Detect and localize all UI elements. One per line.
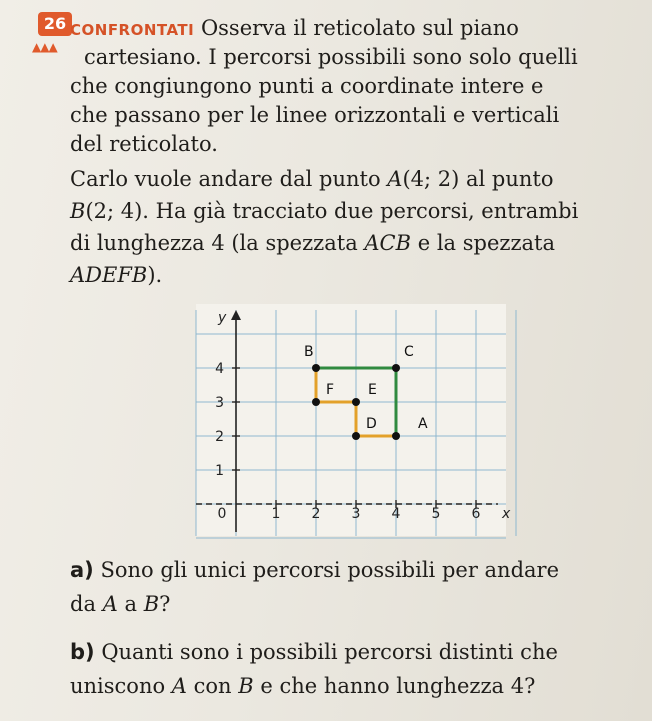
path-adefb-ref: ADEFB — [70, 263, 148, 287]
question-b-line-2 — [70, 672, 535, 700]
para2-text: . Ha già tracciato due percorsi, entrambi — [142, 199, 579, 223]
path-acb-ref: ACB — [364, 231, 412, 255]
difficulty-triangles-icon: ▲▲▲ — [32, 40, 57, 54]
para2-line-3 — [70, 229, 555, 257]
para2-line-2 — [70, 197, 578, 225]
para2-text: e la spezzata — [411, 231, 556, 255]
y-tick-label: 4 — [215, 361, 224, 377]
intro-line-3: che congiungono punti a coordinate intere e — [70, 74, 544, 98]
para2-text: al punto — [459, 167, 554, 191]
x-tick-label: 3 — [351, 506, 361, 522]
x-axis-label: x — [502, 506, 511, 522]
question-b-line-1 — [70, 638, 558, 666]
point-label-a: A — [418, 416, 428, 432]
grid-background — [196, 304, 506, 536]
para2-line-4 — [70, 261, 162, 289]
point-b — [312, 364, 320, 372]
question-a-text: ? — [159, 592, 171, 616]
question-a-line-1 — [70, 556, 559, 584]
point-a — [392, 432, 400, 440]
x-tick-label: 5 — [431, 506, 441, 522]
point-f — [312, 398, 320, 406]
question-b-point-b: B — [238, 674, 254, 698]
y-tick-label: 2 — [215, 429, 224, 445]
intro-line-1 — [70, 14, 519, 44]
question-b-label: b) — [70, 640, 95, 664]
point-label-d: D — [366, 416, 377, 432]
point-e — [352, 398, 360, 406]
intro-line-5: del reticolato. — [70, 132, 218, 156]
para2-line-1 — [70, 165, 553, 193]
question-b-text: con — [186, 674, 239, 698]
point-d — [352, 432, 360, 440]
exercise-tag: CONFRONTATI — [70, 21, 195, 39]
para2-text: ). — [147, 263, 163, 287]
question-b-text: Quanti sono i possibili percorsi distinti che — [94, 640, 558, 664]
para2-text: di lunghezza 4 (la spezzata — [70, 231, 365, 255]
question-b-point-a: A — [171, 674, 187, 698]
point-label-f: F — [326, 382, 335, 398]
question-a-line-2 — [70, 590, 170, 618]
point-a-ref: A — [387, 167, 403, 191]
point-label-e: E — [368, 382, 377, 398]
y-axis-label: y — [218, 310, 227, 326]
question-a-text: a — [117, 592, 144, 616]
intro-text-1: Osserva il reticolato sul piano — [200, 16, 519, 40]
point-c — [392, 364, 400, 372]
question-a-point-b: B — [143, 592, 160, 616]
x-tick-label: 4 — [391, 506, 401, 522]
origin-label: 0 — [217, 506, 227, 522]
x-tick-label: 6 — [471, 506, 481, 522]
point-b-coord: (2; 4) — [85, 199, 143, 223]
x-tick-label: 2 — [311, 506, 321, 522]
question-b-text: e che hanno lunghezza 4? — [253, 674, 536, 698]
point-label-b: B — [304, 344, 314, 360]
intro-line-4: che passano per le linee orizzontali e verticali — [70, 103, 560, 127]
question-a-point-a: A — [102, 592, 118, 616]
intro-line-2: cartesiano. I percorsi possibili sono solo quelli — [84, 45, 578, 69]
point-a-coord: (4; 2) — [402, 167, 460, 191]
exercise-number-badge: 26 — [38, 12, 72, 36]
question-a-text: Sono gli unici percorsi possibili per andare — [93, 558, 560, 582]
question-a-text: da — [70, 592, 103, 616]
y-tick-label: 1 — [215, 463, 224, 479]
cartesian-grid — [196, 304, 511, 536]
y-tick-label: 3 — [215, 395, 224, 411]
question-a-label: a) — [70, 558, 94, 582]
question-b-text: uniscono — [70, 674, 172, 698]
point-b-ref: B — [70, 199, 86, 223]
point-label-c: C — [404, 344, 414, 360]
x-tick-label: 1 — [271, 506, 281, 522]
para2-text: Carlo vuole andare dal punto — [70, 167, 388, 191]
